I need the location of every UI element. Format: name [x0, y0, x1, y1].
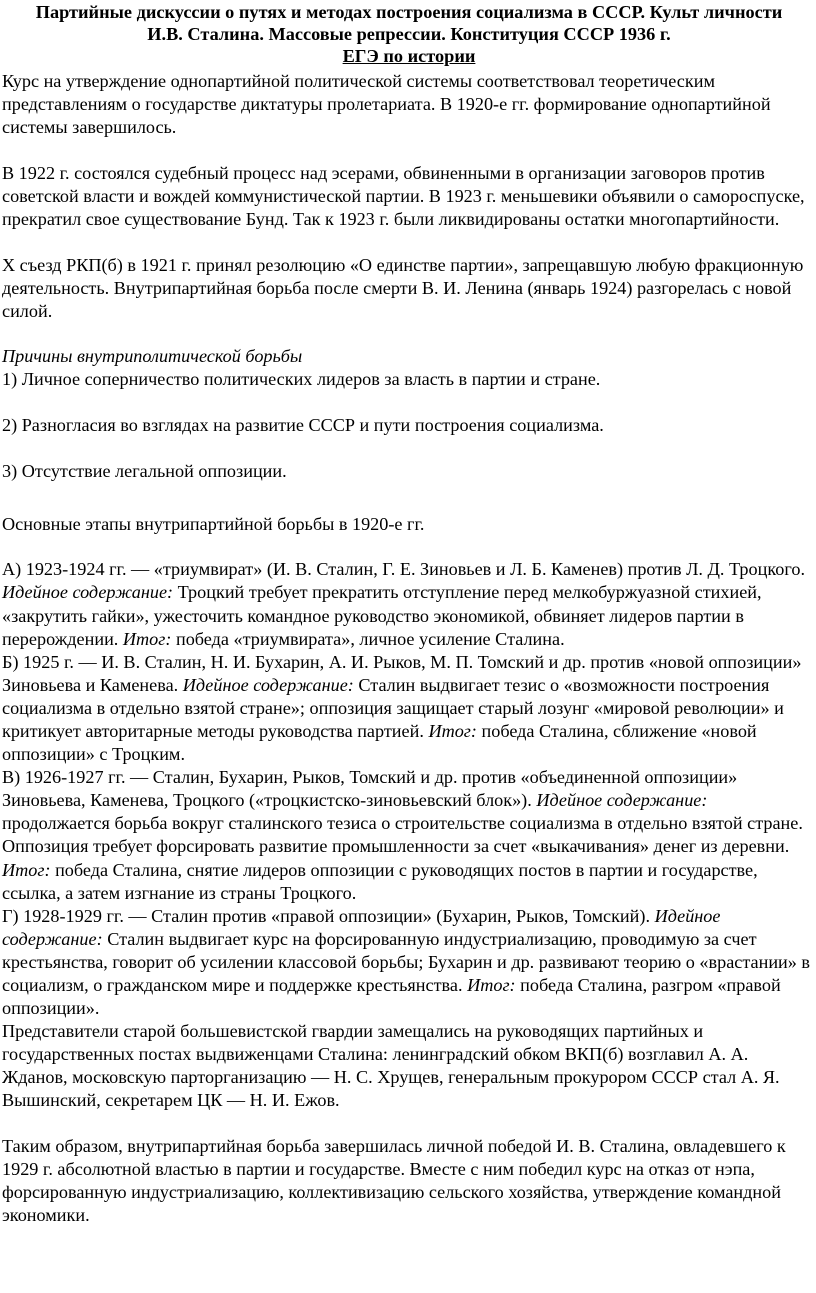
- label-ideological: Идейное содержание:: [536, 790, 708, 811]
- paragraph-conclusion: Таким образом, внутрипартийная борьба завершилась личной победой И. В. Сталина, овладевшего к 1929 г. абсолютной властью в партии и государстве. Вместе с ним победил курс на отказ от нэпа, форсированную индустриализацию, коллективизацию сельского хозяйства, утверждение командной экономики.: [2, 1136, 786, 1226]
- paragraph-old-guard: Представители старой большевистской гвардии замещались на руководящих партийных и государственных постах выдвиженцами Сталина: ленинградский обком ВКП(б) возглавил А. А. Жданов, московскую парторганизацию — Н. С. Хрущев, генеральным прокурором СССР стал А. Я. Вышинский, секретарем ЦК — Н. И. Ежов.: [2, 1021, 780, 1111]
- label-result: Итог:: [428, 720, 477, 741]
- page-title: [2, 0, 816, 45]
- stage-v: В) 1926-1927 гг. — Сталин, Бухарин, Рыков, Томский и др. против «объединенной оппозиции» Зиновьева, Каменева, Троцкого («троцкистско-зиновьевский блок»). Идейное содержание: продолжается борьба вокруг сталинского тезиса о строительстве социализма в отдельно взятой стране. Оппозиция требует форсировать развитие промышленности за счет «выкачивания» денег из деревни. Итог: победа Сталина, снятие лидеров оппозиции с руководящих постов в партии и государстве, ссылка, а затем изгнание из страны Троцкого.: [2, 767, 803, 903]
- stage-b: Б) 1925 г. — И. В. Сталин, Н. И. Бухарин, А. И. Рыков, М. П. Томский и др. против «новой оппозиции» Зиновьева и Каменева. Идейное содержание: Сталин выдвигает тезис о «возможности построения социализма в отдельно взятой стране»; оппозиция защищает старый лозунг «мировой революции» и критикует авторитарные методы руководства партией. Итог: победа Сталина, сближение «новой оппозиции» с Троцким.: [2, 651, 802, 765]
- page-subtitle: ЕГЭ по истории: [342, 46, 476, 66]
- label-result: Итог:: [122, 628, 172, 649]
- label-result: Итог:: [2, 859, 51, 880]
- paragraph-x-congress: X съезд РКП(б) в 1921 г. принял резолюцию «О единстве партии», запрещавшую любую фракционную деятельность. Внутрипартийная борьба после смерти В. И. Ленина (январь 1924) разгорелась с новой силой.: [2, 254, 804, 321]
- label-result: Итог:: [467, 975, 516, 995]
- title-line-2: И.В. Сталина. Массовые репрессии. Конституция СССР 1936 г.: [147, 24, 671, 44]
- label-ideological: Идейное содержание:: [2, 905, 721, 949]
- stage-a: А) 1923-1924 гг. — «триумвират» (И. В. Сталин, Г. Е. Зиновьев и Л. Б. Каменев) против Л. Д. Троцкого. Идейное содержание: Троцкий требует прекратить отступление перед мелкобуржуазной стихией, «закрутить гайки», ужесточить командное руководство экономикой, обвиняет лидеров партии в перерождении. Итог: победа «триумвирата», личное усиление Сталина.: [2, 559, 806, 649]
- stages-heading: Основные этапы внутрипартийной борьбы в 1920-е гг.: [2, 513, 425, 534]
- causes-heading: Причины внутриполитической борьбы: [2, 346, 303, 367]
- stage-g: Г) 1928-1929 гг. — Сталин против «правой оппозиции» (Бухарин, Рыков, Томский). Идейное содержание: Сталин выдвигает курс на форсированную индустриализацию, проводимую за счет крестьянства, говорит об усилении классовой борьбы; Бухарин и др. развивают теорию о «врастании» в социализм, о гражданском мире и поддержке крестьянства. Итог: победа Сталина, разгром «правой оппозиции».: [2, 905, 811, 1019]
- cause-1: 1) Личное соперничество политических лидеров за власть в партии и стране.: [2, 369, 601, 390]
- label-ideological: Идейное содержание:: [2, 582, 174, 603]
- cause-2: 2) Разногласия во взглядах на развитие СССР и пути построения социализма.: [2, 415, 604, 436]
- label-ideological: Идейное содержание:: [182, 674, 354, 695]
- paragraph-one-party-system: Курс на утверждение однопартийной политической системы соответствовал теоретическим представлениям о государстве диктатуры пролетариата. В 1920-е гг. формирование однопартийной системы завершилось.: [2, 71, 771, 138]
- paragraph-1922-trial: В 1922 г. состоялся судебный процесс над эсерами, обвиненными в организации заговоров против советской власти и вождей коммунистической партии. В 1923 г. меньшевики объявили о самороспуске, прекратил свое существование Бунд. Так к 1923 г. были ликвидированы остатки многопартийности.: [2, 162, 805, 229]
- cause-3: 3) Отсутствие легальной оппозиции.: [2, 460, 287, 481]
- title-line-1: Партийные дискуссии о путях и методах построения социализма в СССР. Культ личности: [35, 2, 783, 22]
